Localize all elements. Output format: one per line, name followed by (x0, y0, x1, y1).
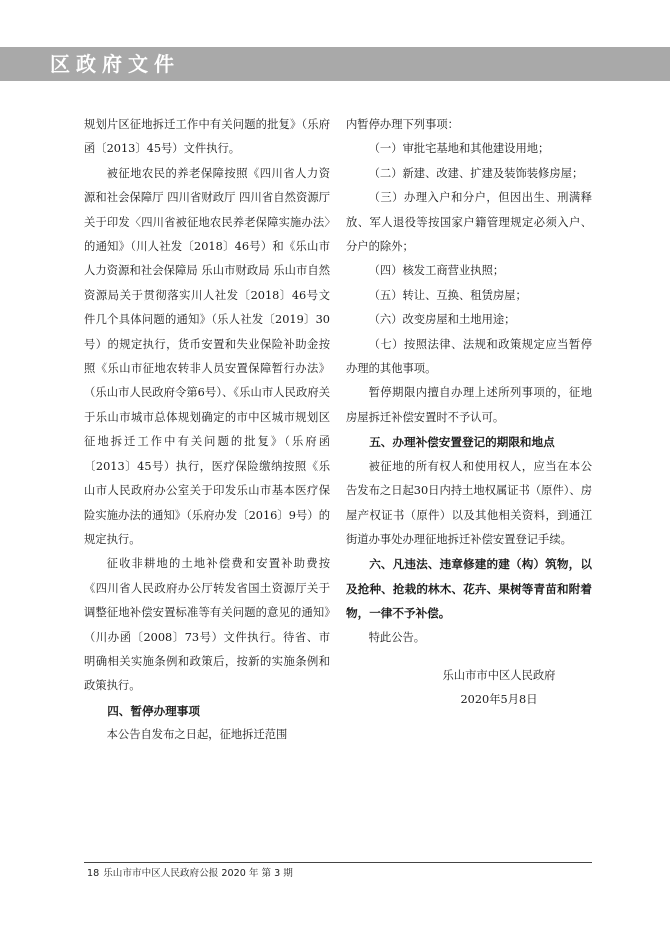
paragraph: 征收非耕地的土地补偿费和安置补助费按《四川省人民政府办公厅转发省国土资源厅关于调整征地补偿安置标准等有关问题的意见的通知》（川办函〔2008〕73号）文件执行。待省、市明确相关实施条例和政策后，按新的实施条例和政策执行。 (84, 557, 330, 693)
list-item: （六）改变房屋和土地用途； (368, 313, 516, 327)
list-item: （一）审批宅基地和其他建设用地； (368, 142, 550, 156)
section-banner (0, 47, 670, 81)
paragraph: 暂停期限内擅自办理上述所列事项的，征地房屋拆迁补偿安置时不予认可。 (346, 386, 592, 424)
paragraph: 被征地农民的养老保障按照《四川省人力资源和社会保障厅 四川省财政厅 四川省自然资源厅关于印发〈四川省被征地农民养老保障实施办法〉的通知》（川人社发〔2018〕46号）和《乐山市人力资源和社会保障局 乐山市财政局 乐山市自然资源局关于贯彻落实川人社发〔2018〕46号文件几个具体问题的通知》（乐人社发〔2019〕30号）的规定执行，货币安置和失业保险补助金按照《乐山市征地农转非人员安置保障暂行办法》（乐山市人民政府令第6号）、《乐山市人民政府关于乐山市城市总体规划确定的市中区城市规划区征地拆迁工作中有关问题的批复》（乐府函〔2013〕45号）执行，医疗保险缴纳按照《乐山市人民政府办公室关于印发乐山市基本医疗保险实施办法的通知》（乐府办发〔2016〕9号）的规定执行。 (84, 166, 330, 546)
section-heading: 四、暂停办理事项 (107, 703, 200, 718)
list-item: （二）新建、改建、扩建及装饰装修房屋； (368, 166, 584, 180)
list-item: （四）核发工商营业执照； (368, 264, 505, 278)
issuer-name: 乐山市市中区人民政府 (442, 668, 556, 682)
page-footer (87, 865, 297, 879)
publication-name: 乐山市市中区人民政府公报 2020 年 第 3 期 (103, 868, 293, 879)
issue-date: 2020年5月8日 (460, 693, 538, 707)
paragraph: 规划片区征地拆迁工作中有关问题的批复》（乐府函〔2013〕45号）文件执行。 (84, 118, 330, 156)
right-column (346, 113, 592, 713)
section-heading-paragraph: 六、凡违法、违章修建的建（构）筑物，以及抢种、抢栽的林木、花卉、果树等青苗和附着物，一律不予补偿。 (346, 557, 592, 621)
page-number: 18 (87, 868, 100, 879)
paragraph: 被征地的所有权人和使用权人，应当在本公告发布之日起30日内持土地权属证书（原件）、房屋产权证书（原件）以及其他相关资料，到通江街道办事处办理征地拆迁补偿安置登记手续。 (346, 459, 592, 546)
section-heading: 五、办理补偿安置登记的期限和地点 (369, 435, 555, 450)
list-item: （七）按照法律、法规和政策规定应当暂停办理的其他事项。 (346, 337, 592, 376)
paragraph: 内暂停办理下列事项： (346, 118, 459, 131)
left-column (84, 113, 330, 748)
list-item: （五）转让、互换、租赁房屋； (368, 288, 527, 302)
paragraph: 本公告自发布之日起，征地拆迁范围 (106, 728, 288, 742)
footer-divider (84, 862, 592, 863)
signature-block (346, 664, 592, 713)
list-item: （三）办理入户和分户，但因出生、刑满释放、军人退役等按国家户籍管理规定必须入户、分户的除外； (346, 191, 592, 254)
section-title: 区政府文件 (50, 52, 180, 76)
closing-line: 特此公告。 (368, 630, 426, 644)
